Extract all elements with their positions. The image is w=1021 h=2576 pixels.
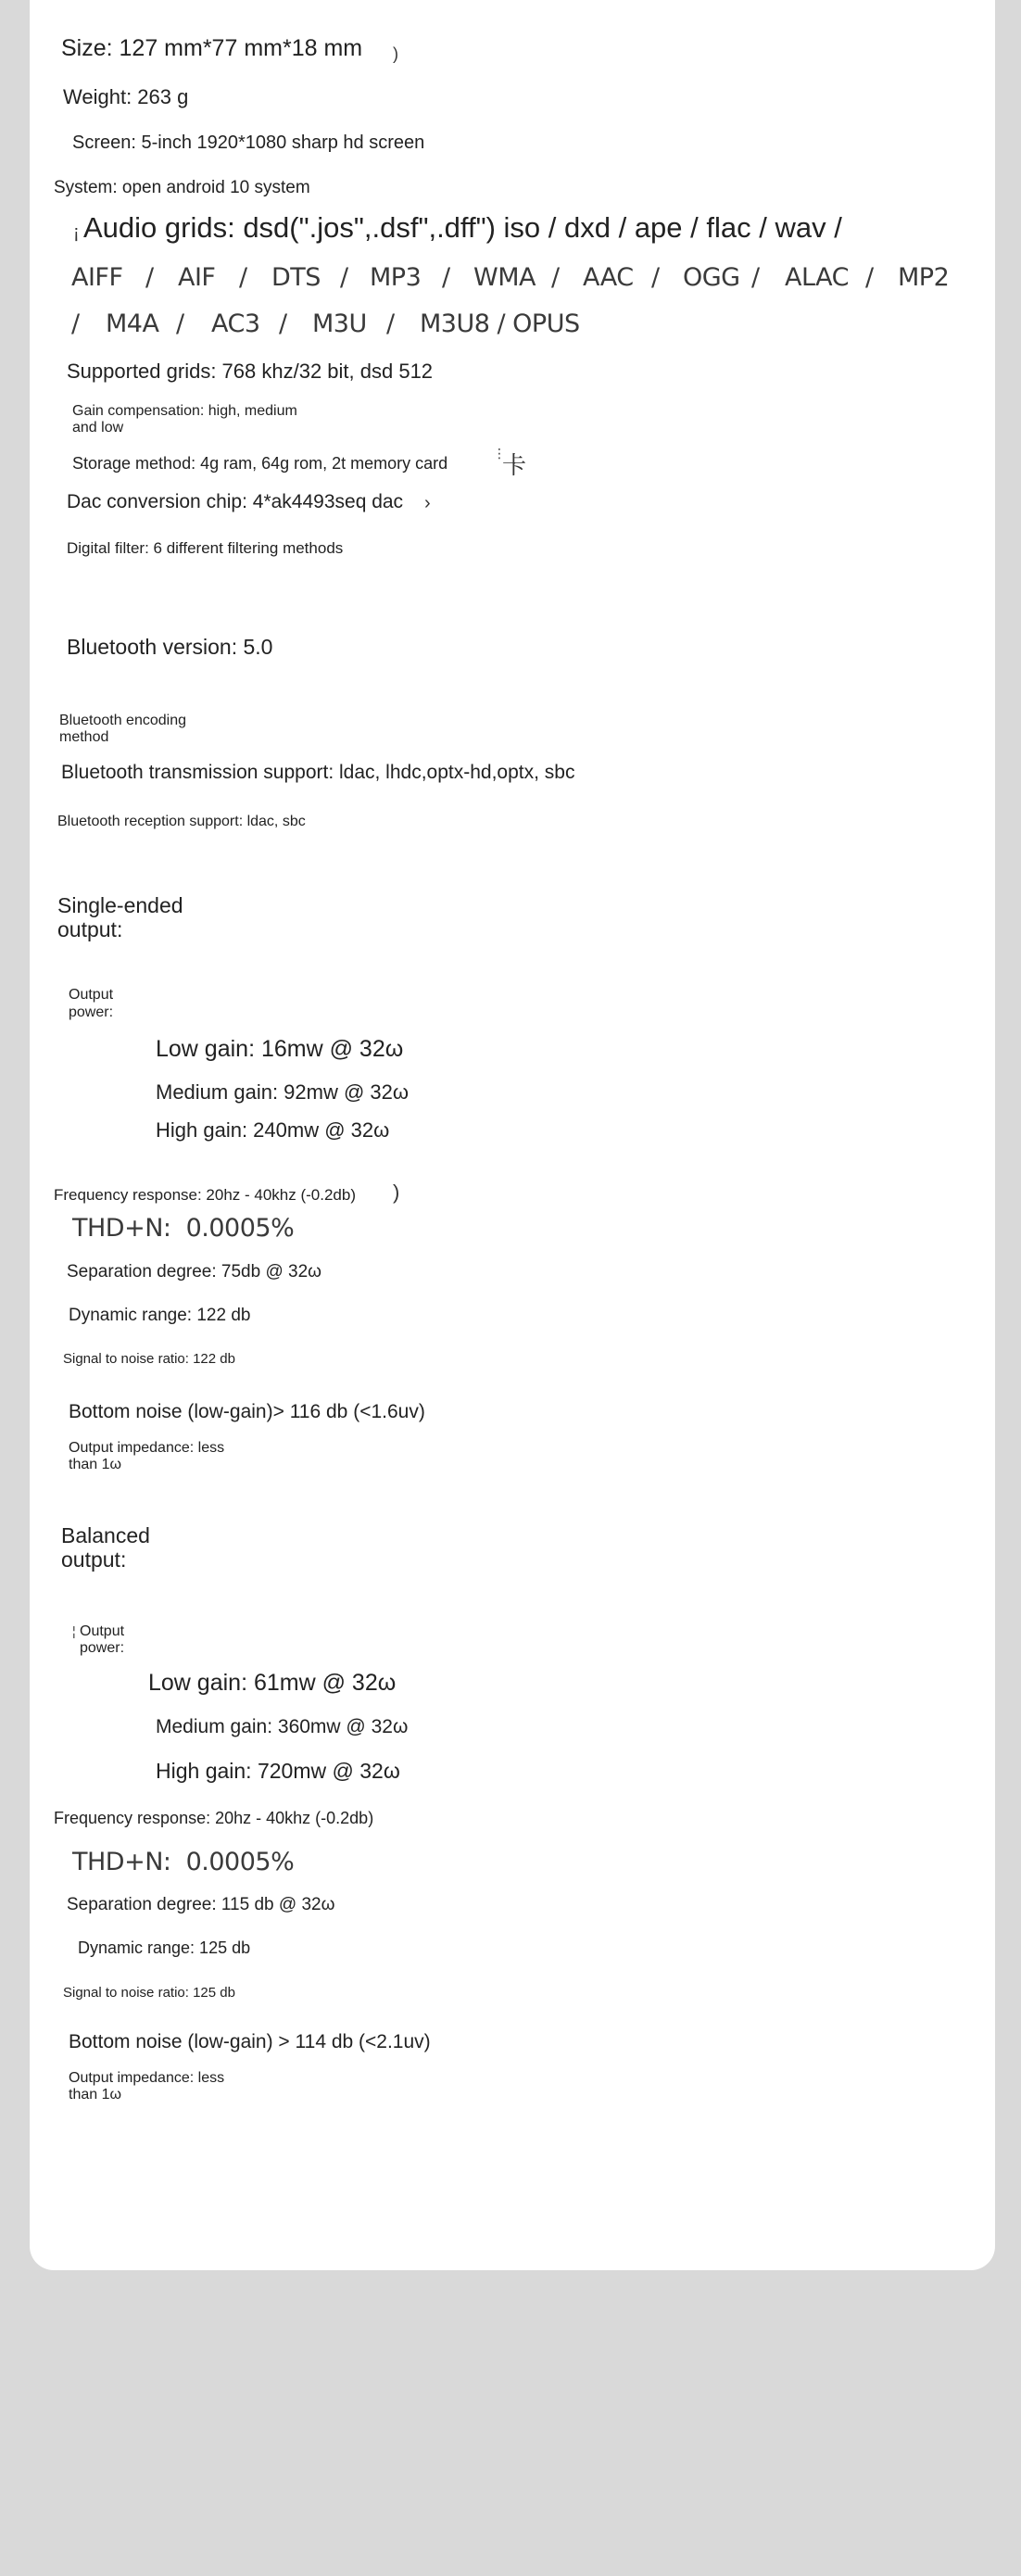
format-item: ALAC <box>785 263 849 292</box>
storage-spec: Storage method: 4g ram, 64g rom, 2t memory card <box>72 454 448 473</box>
single-ended-power-label: Output <box>69 987 114 1003</box>
single-ended-snr: Signal to noise ratio: 122 db <box>63 1351 235 1367</box>
format-separator: / <box>751 263 760 292</box>
format-separator: / <box>865 263 874 292</box>
single-ended-heading: Single-ended <box>57 893 183 917</box>
format-item: M3U <box>312 309 367 338</box>
balanced-heading: Balanced <box>61 1523 150 1547</box>
format-separator: / <box>386 309 395 338</box>
single-ended-medium-gain: Medium gain: 92mw @ 32ω <box>156 1080 410 1104</box>
format-item: OGG <box>683 263 740 292</box>
dac-chip-spec: Dac conversion chip: 4*ak4493seq dac <box>67 491 404 512</box>
format-item: WMA <box>473 263 536 292</box>
single-ended-dynamic-range: Dynamic range: 122 db <box>69 1306 251 1325</box>
gain-compensation-spec-cont: and low <box>72 420 124 436</box>
stray-mark: › <box>424 493 431 513</box>
single-ended-frequency-response: Frequency response: 20hz - 40khz (-0.2db) <box>54 1186 357 1204</box>
bluetooth-encoding-spec: Bluetooth encoding <box>59 713 186 728</box>
balanced-power-label-cont: power: <box>80 1640 125 1656</box>
format-item: MP3 <box>370 263 422 292</box>
format-item: M4A <box>106 309 159 338</box>
supported-grids-spec: Supported grids: 768 khz/32 bit, dsd 512 <box>67 360 434 383</box>
format-item: AAC <box>583 263 634 292</box>
balanced-high-gain: High gain: 720mw @ 32ω <box>156 1759 400 1783</box>
format-item: AIF <box>178 263 216 292</box>
thd-label: THD+N: <box>72 1848 171 1876</box>
weight-spec: Weight: 263 g <box>63 85 189 108</box>
balanced-impedance: Output impedance: less <box>69 2070 225 2086</box>
balanced-snr: Signal to noise ratio: 125 db <box>63 1985 235 2001</box>
balanced-dynamic-range: Dynamic range: 125 db <box>78 1938 251 1957</box>
single-ended-bottom-noise: Bottom noise (low-gain)> 116 db (<1.6uv) <box>69 1401 425 1422</box>
single-ended-high-gain: High gain: 240mw @ 32ω <box>156 1118 390 1142</box>
stray-mark: ⋮ <box>493 446 506 461</box>
format-separator: / <box>239 263 247 292</box>
single-ended-impedance: Output impedance: less <box>69 1440 225 1456</box>
balanced-heading-cont: output: <box>61 1547 127 1572</box>
single-ended-power-label-cont: power: <box>69 1004 114 1020</box>
format-separator: / <box>651 263 660 292</box>
single-ended-separation: Separation degree: 75db @ 32ω <box>67 1262 321 1282</box>
balanced-frequency-response: Frequency response: 20hz - 40khz (-0.2db) <box>54 1809 374 1827</box>
screen-spec: Screen: 5-inch 1920*1080 sharp hd screen <box>72 133 425 153</box>
format-item: AC3 <box>211 309 260 338</box>
format-item: M3U8 / OPUS <box>420 309 580 338</box>
system-spec: System: open android 10 system <box>54 178 310 197</box>
format-separator: / <box>340 263 348 292</box>
stray-mark: ¦ <box>72 1623 76 1638</box>
balanced-separation: Separation degree: 115 db @ 32ω <box>67 1895 335 1914</box>
balanced-bottom-noise: Bottom noise (low-gain) > 114 db (<2.1uv) <box>69 2031 431 2052</box>
digital-filter-spec: Digital filter: 6 different filtering methods <box>67 539 344 557</box>
single-ended-low-gain: Low gain: 16mw @ 32ω <box>156 1036 404 1062</box>
single-ended-thd <box>72 1214 294 1243</box>
balanced-power-label: Output <box>80 1623 125 1639</box>
balanced-impedance-cont: than 1ω <box>69 2087 121 2102</box>
format-separator: / <box>145 263 154 292</box>
bluetooth-transmission-spec: Bluetooth transmission support: ldac, lhdc,optx-hd,optx, sbc <box>61 762 575 783</box>
bluetooth-reception-spec: Bluetooth reception support: ldac, sbc <box>57 814 306 829</box>
format-item: MP2 <box>898 263 950 292</box>
balanced-low-gain: Low gain: 61mw @ 32ω <box>148 1670 397 1696</box>
stray-mark: ¡ <box>73 222 80 243</box>
balanced-thd <box>72 1848 294 1876</box>
single-ended-heading-cont: output: <box>57 917 123 941</box>
size-spec: Size: 127 mm*77 mm*18 mm <box>61 35 363 61</box>
format-separator: / <box>551 263 560 292</box>
bluetooth-encoding-spec-cont: method <box>59 729 109 745</box>
format-separator: / <box>176 309 184 338</box>
format-item: AIFF <box>71 263 123 292</box>
gain-compensation-spec: Gain compensation: high, medium <box>72 403 297 419</box>
audio-grids-spec: Audio grids: dsd(".jos",.dsf",.dff") iso / dxd / ape / flac / wav / <box>83 211 842 244</box>
format-separator: / <box>442 263 450 292</box>
format-item: DTS <box>271 263 321 292</box>
balanced-medium-gain: Medium gain: 360mw @ 32ω <box>156 1716 409 1737</box>
stray-mark: ) <box>393 1181 400 1204</box>
single-ended-impedance-cont: than 1ω <box>69 1457 121 1472</box>
format-separator: / <box>279 309 287 338</box>
stray-glyph: 卡 <box>502 451 527 479</box>
thd-value: 0.0005% <box>185 1848 295 1876</box>
thd-label: THD+N: <box>72 1214 171 1243</box>
bluetooth-version-spec: Bluetooth version: 5.0 <box>67 635 273 659</box>
thd-value: 0.0005% <box>185 1214 295 1243</box>
stray-mark: ) <box>393 44 398 63</box>
format-separator: / <box>71 309 80 338</box>
